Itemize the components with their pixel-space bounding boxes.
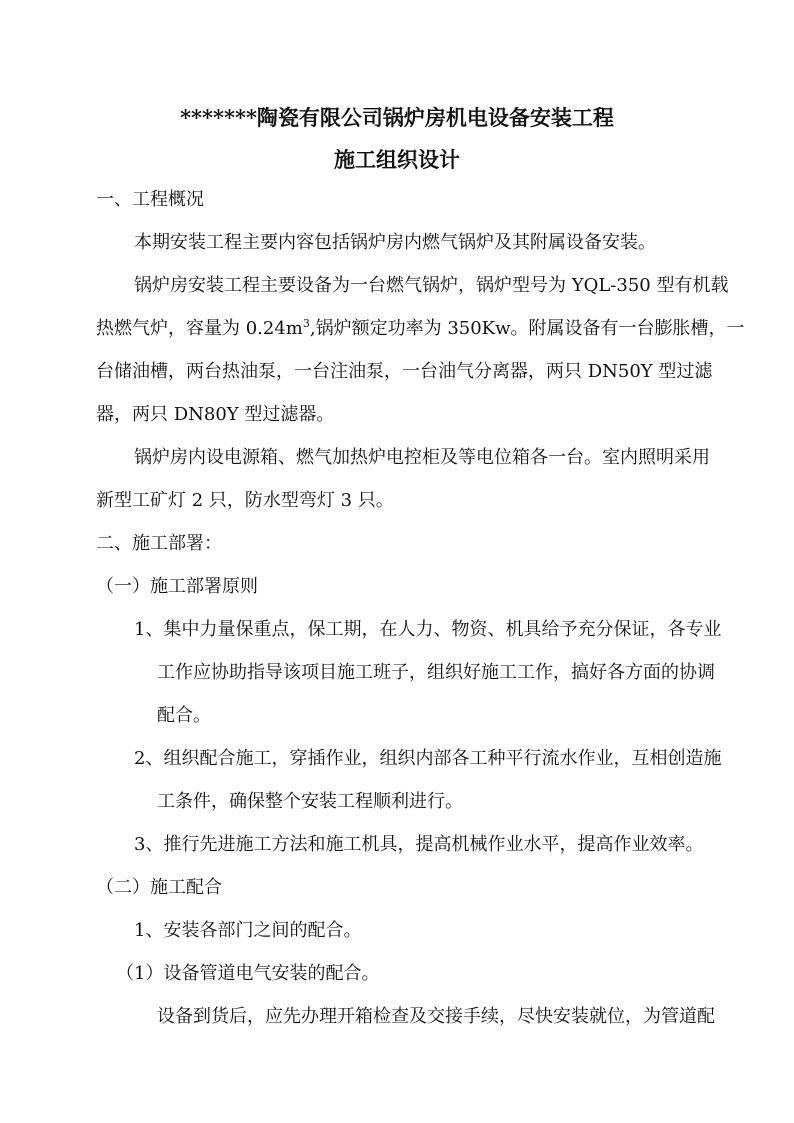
cubic-superscript: 3 — [302, 317, 310, 330]
subsection-2-heading: （二）施工配合 — [96, 877, 222, 898]
principle-3-line-1: 3、推行先进施工方法和施工机具，提高机械作业水平，提高作业效率。 — [134, 834, 704, 855]
capacity-text: 热燃气炉，容量为 0.24m — [96, 318, 303, 339]
principle-2-line-2: 工条件，确保整个安装工程顺利进行。 — [157, 791, 463, 812]
coordination-paragraph-line-1: 设备到货后，应先办理开箱检查及交接手续，尽快安装就位，为管道配 — [157, 1006, 715, 1027]
subsection-1-heading: （一）施工部署原则 — [96, 576, 258, 597]
section-1-paragraph-3-line-2: 新型工矿灯 2 只，防水型弯灯 3 只。 — [96, 490, 394, 511]
section-1-paragraph-2-line-3: 台储油槽，两台热油泵，一台注油泵，一台油气分离器，两只 DN50Y 型过滤 — [96, 361, 713, 382]
power-text: ,锅炉额定功率为 350Kw。附属设备有一台膨胀槽，一 — [309, 318, 745, 339]
section-1-heading: 一、工程概况 — [96, 189, 204, 210]
coordination-item-1: 1、安装各部门之间的配合。 — [134, 920, 362, 941]
section-1-paragraph-2-line-1: 锅炉房安装工程主要设备为一台燃气锅炉，锅炉型号为 YQL-350 型有机载 — [134, 275, 729, 296]
section-1-paragraph-1: 本期安装工程主要内容包括锅炉房内燃气锅炉及其附属设备安装。 — [134, 232, 656, 253]
document-title-line-1: *******陶瓷有限公司锅炉房机电设备安装工程 — [180, 105, 614, 130]
principle-1-line-3: 配合。 — [157, 705, 211, 726]
coordination-item-1-sub-1: （1）设备管道电气安装的配合。 — [116, 963, 380, 984]
section-1-paragraph-3-line-1: 锅炉房内设电源箱、燃气加热炉电控柜及等电位箱各一台。室内照明采用 — [134, 447, 710, 468]
principle-1-line-2: 工作应协助指导该项目施工班子，组织好施工工作，搞好各方面的协调 — [157, 662, 715, 683]
principle-1-line-1: 1、集中力量保重点，保工期，在人力、物资、机具给予充分保证，各专业 — [134, 619, 722, 640]
section-1-paragraph-2-line-2 — [96, 316, 745, 342]
section-1-paragraph-2-line-4: 器，两只 DN80Y 型过滤器。 — [96, 404, 335, 425]
document-title-line-2: 施工组织设计 — [334, 147, 460, 172]
principle-2-line-1: 2、组织配合施工，穿插作业，组织内部各工种平行流水作业，互相创造施 — [134, 748, 722, 769]
section-2-heading: 二、施工部署： — [96, 533, 222, 554]
